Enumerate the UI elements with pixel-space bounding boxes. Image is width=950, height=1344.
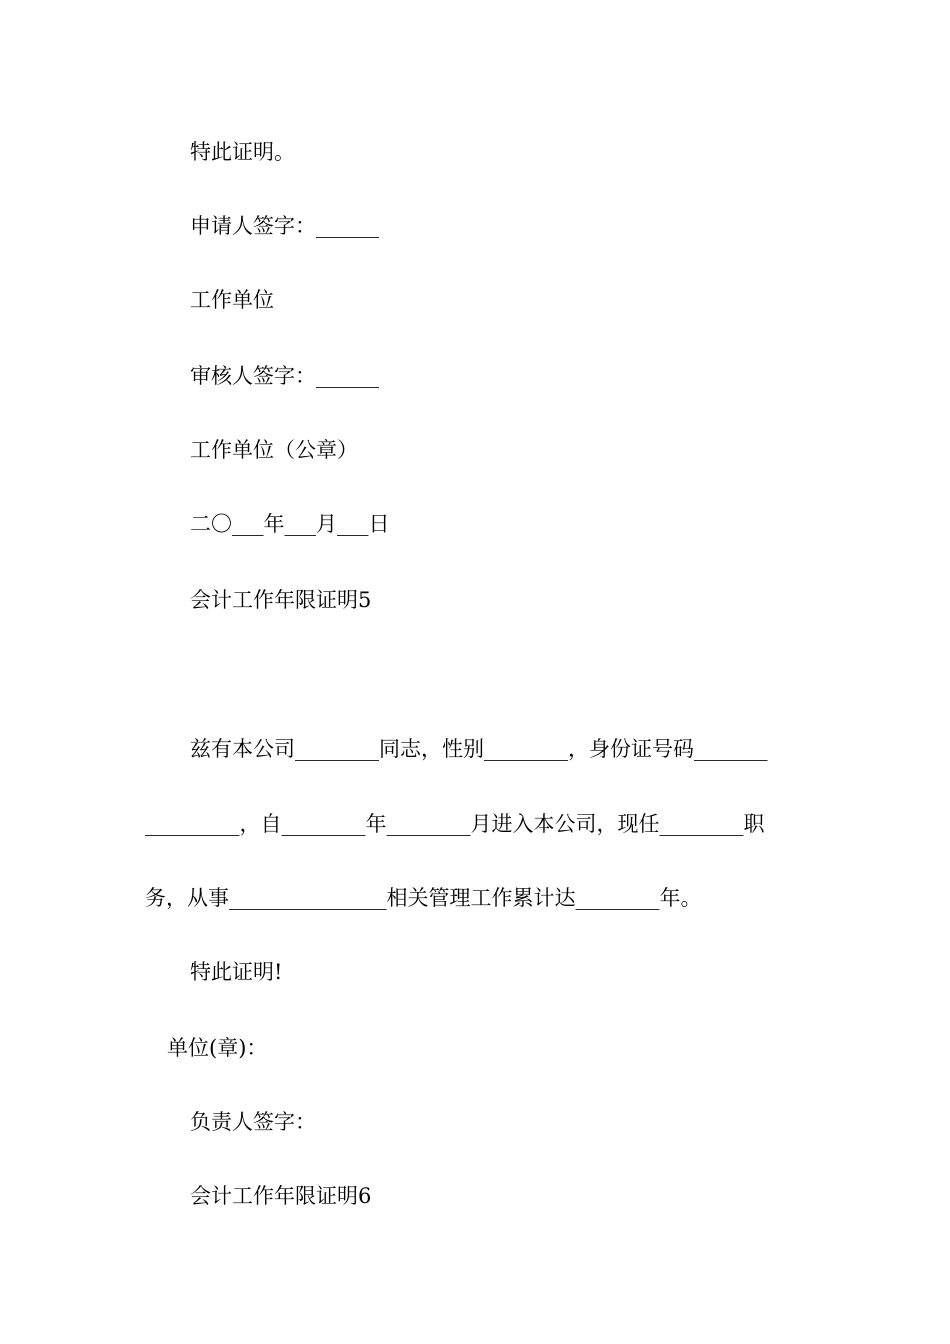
work-unit-label: 工作单位 bbox=[190, 288, 274, 312]
work-unit-seal-label: 工作单位（公章） bbox=[190, 438, 358, 462]
body-paragraph-line-3: 务，从事_______________相关管理工作累计达________年。 bbox=[145, 886, 702, 910]
section-title-6: 会计工作年限证明6 bbox=[190, 1184, 372, 1208]
unit-seal-label: 单位(章)： bbox=[167, 1036, 268, 1060]
applicant-signature-line: 申请人签字：______ bbox=[190, 214, 379, 238]
proof-closing-text-2: 特此证明! bbox=[190, 960, 283, 984]
body-paragraph-line-2: _________，自________年________月进入本公司，现任________职 bbox=[145, 812, 765, 836]
body-paragraph-line-1: 兹有本公司________同志，性别________，身份证号码_______ bbox=[190, 737, 768, 761]
responsible-person-signature: 负责人签字： bbox=[190, 1110, 316, 1134]
date-line: 二〇___年___月___日 bbox=[190, 512, 390, 536]
section-title-5: 会计工作年限证明5 bbox=[190, 588, 372, 612]
reviewer-signature-line: 审核人签字：______ bbox=[190, 364, 379, 388]
proof-closing-text: 特此证明。 bbox=[190, 140, 295, 164]
